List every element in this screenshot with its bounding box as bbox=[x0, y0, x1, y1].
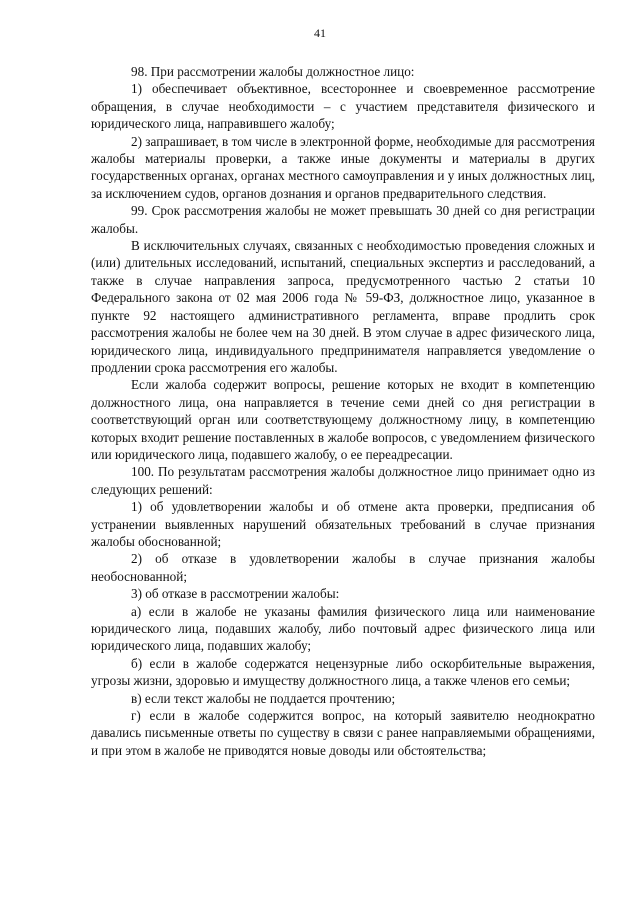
page-number: 41 bbox=[314, 26, 326, 40]
paragraph-98-item-2: 2) запрашивает, в том числе в электронной форме, необходимые для рассмотрения жалобы материалы проверки, а также иные документы и материалы в других государственных органах, органах местного самоуправления и у иных должностных лиц, за исключением судов, органов дознания и органов предварительного следствия. bbox=[91, 133, 595, 201]
paragraph-98-item-1: 1) обеспечивает объективное, всестороннее и своевременное рассмотрение обращения, в случае необходимости – с участием представителя физического и юридического лица, направившего жалобу; bbox=[91, 81, 595, 132]
paragraph-99: 99. Срок рассмотрения жалобы не может превышать 30 дней со дня регистрации жалобы. bbox=[91, 203, 595, 236]
paragraph-100-sub-b: б) если в жалобе содержатся нецензурные либо оскорбительные выражения, угрозы жизни, здоровью и имуществу должностного лица, а также членов его семьи; bbox=[91, 655, 595, 689]
paragraph-100-sub-g: г) если в жалобе содержится вопрос, на который заявителю неоднократно давались письменные ответы по существу в связи с ранее направляемыми обращениями, и при этом в жалобе не приводятся новые доводы или обстоятельства; bbox=[91, 708, 595, 758]
paragraph-100-item-1: 1) об удовлетворении жалобы и об отмене акта проверки, предписания об устранении выявленных нарушений обязательных требований в случае признания жалобы обоснованной; bbox=[91, 499, 595, 549]
paragraph-100-intro: 100. По результатам рассмотрения жалобы должностное лицо принимает одно из следующих решений: bbox=[91, 464, 595, 497]
paragraph-100-item-3: 3) об отказе в рассмотрении жалобы: bbox=[131, 586, 340, 602]
paragraph-100-sub-v: в) если текст жалобы не поддается прочтению; bbox=[131, 690, 396, 706]
paragraph-100-item-2: 2) об отказе в удовлетворении жалобы в случае признания жалобы необоснованной; bbox=[91, 551, 595, 584]
paragraph-99-exceptional-cases: В исключительных случаях, связанных с необходимостью проведения сложных и (или) длительных исследований, испытаний, специальных экспертиз и расследований, а также в случае направления запроса, предусмотренного частью 2 статьи 10 Федерального закона от 02 мая 2006 года № 59-ФЗ, должностное лицо, указанное в пункте 92 настоящего административного регламента, вправе продлить срок рассмотрения жалобы не более чем на 30 дней. В этом случае в адрес физического лица, юридического лица, индивидуального предпринимателя направляется уведомление о продлении срока рассмотрения его жалобы. bbox=[91, 238, 595, 375]
paragraph-99-redirect: Если жалоба содержит вопросы, решение которых не входит в компетенцию должностного лица, она направляется в течение семи дней со дня регистрации в соответствующий орган или соответствующему должностному лицу, в компетенцию которых входит решение поставленных в жалобе вопросов, с уведомлением физического или юридического лица, подавшего жалобу, о ее переадресации. bbox=[91, 377, 595, 462]
body-text bbox=[91, 63, 595, 759]
paragraph-100-sub-a: а) если в жалобе не указаны фамилия физического лица или наименование юридического лица, подавших жалобу, либо почтовый адрес физического лица или юридического лица, подавших жалобу; bbox=[91, 603, 595, 654]
paragraph-98-intro: 98. При рассмотрении жалобы должностное лицо: bbox=[131, 64, 415, 79]
